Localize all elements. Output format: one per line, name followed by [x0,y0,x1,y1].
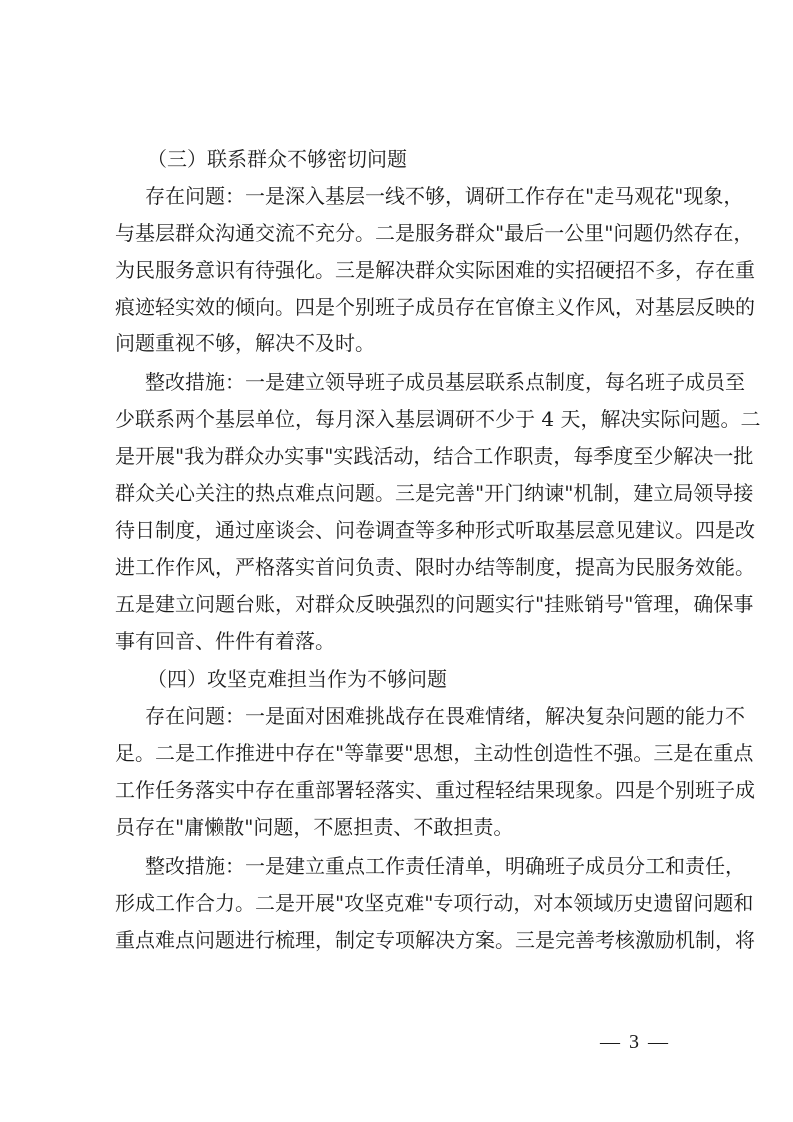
text-line: 足。二是工作推进中存在"等靠要"思想，主动性创造性不强。三是在重点 [115,741,754,766]
text-line: 痕迹轻实效的倾向。四是个别班子成员存在官僚主义作风，对基层反映的 [115,294,755,319]
paragraph [115,698,755,846]
text-line: 问题重视不够，解决不及时。 [115,331,375,356]
document-body [115,141,761,961]
paragraph [115,178,755,362]
text-line: 与基层群众沟通交流不充分。二是服务群众"最后一公里"问题仍然存在， [115,220,754,245]
text-line: 整改措施：一是建立重点工作责任清单，明确班子成员分工和责任， [145,853,745,878]
section-heading [115,661,681,698]
text-line: 员存在"庸懒散"问题，不愿担责、不敢担责。 [115,815,514,840]
text-line: 待日制度，通过座谈会、问卷调查等多种形式听取基层意见建议。四是改 [115,517,755,542]
paragraph [115,848,755,959]
text-line: （三）联系群众不够密切问题 [147,147,407,171]
text-line: （四）攻坚克难担当作为不够问题 [147,667,447,692]
text-line: 为民服务意识有待强化。三是解决群众实际困难的实招硬招不多，存在重 [115,257,755,282]
paragraph [115,364,761,659]
text-line: 存在问题：一是深入基层一线不够，调研工作存在"走马观花"现象， [145,183,744,208]
text-line: 群众关心关注的热点难点问题。三是完善"开门纳谏"机制，建立局领导接 [115,481,754,506]
text-line: 工作任务落实中存在重部署轻落实、重过程轻结果现象。四是个别班子成 [115,778,755,803]
text-line: 五是建立问题台账，对群众反映强烈的问题实行"挂账销号"管理，确保事 [115,591,754,616]
text-line: 存在问题：一是面对困难挑战存在畏难情绪，解决复杂问题的能力不 [145,704,745,729]
text-line: 进工作作风，严格落实首问负责、限时办结等制度，提高为民服务效能。 [115,554,755,579]
text-line: 少联系两个基层单位，每月深入基层调研不少于 4 天，解决实际问题。二 [115,407,761,432]
text-line: 是开展"我为群众办实事"实践活动，结合工作职责，每季度至少解决一批 [115,444,754,469]
text-line: 形成工作合力。二是开展"攻坚克难"专项行动，对本领域历史遗留问题和 [115,890,754,915]
page-number: — 3 — [600,1031,670,1053]
text-line: 事有回音、件件有着落。 [115,628,335,653]
text-line: 整改措施：一是建立领导班子成员基层联系点制度，每名班子成员至 [145,370,745,395]
text-line: 重点难点问题进行梳理，制定专项解决方案。三是完善考核激励机制，将 [115,927,755,952]
section-heading [115,141,681,178]
